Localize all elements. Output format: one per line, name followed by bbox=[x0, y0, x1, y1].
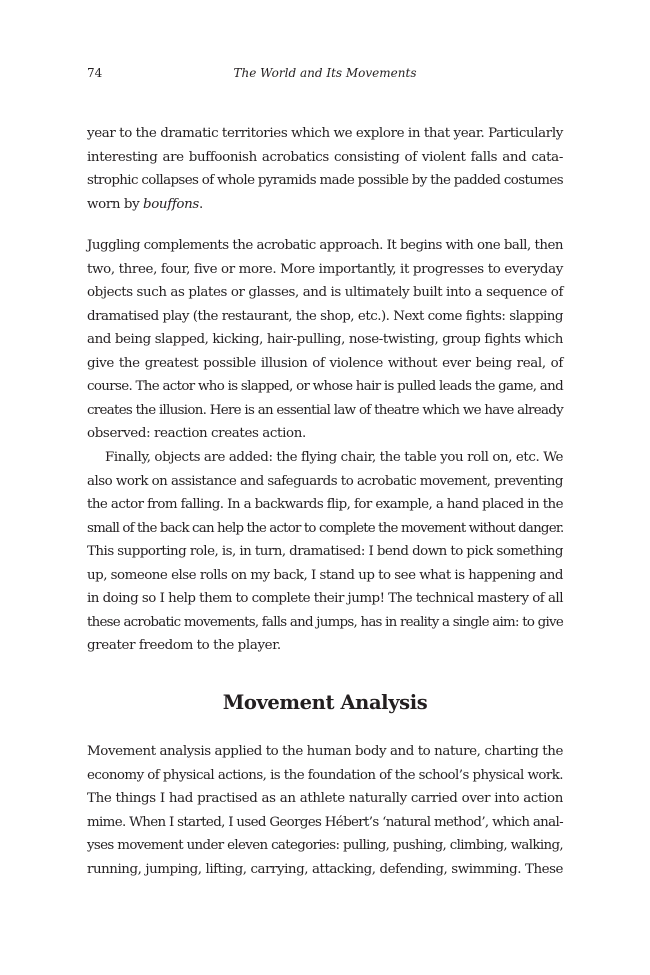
text-line: The things I had practised as an athlete naturally carried over into action bbox=[87, 791, 563, 806]
paragraph-1 bbox=[87, 122, 563, 216]
text-line: dramatised play (the restaurant, the shop, etc.). Next come fights: slapping bbox=[87, 308, 563, 324]
text-line bbox=[87, 193, 563, 217]
text-line: yses movement under eleven categories: pulling, pushing, climbing, walking, bbox=[87, 838, 563, 853]
page-number: 74 bbox=[87, 66, 103, 80]
section-heading: Movement Analysis bbox=[222, 691, 428, 714]
text-line: running, jumping, lifting, carrying, attacking, defending, swimming. These bbox=[87, 861, 563, 877]
text-line: economy of physical actions, is the foundation of the school’s physical work. bbox=[87, 767, 563, 783]
text-fragment: . bbox=[198, 196, 203, 212]
text-line: This supporting role, is, in turn, dramatised: I bend down to pick something bbox=[87, 544, 563, 559]
text-line: creates the illusion. Here is an essential law of theatre which we have already bbox=[87, 402, 563, 418]
text-line: and being slapped, kicking, hair-pulling, nose-twisting, group fights which bbox=[87, 332, 563, 347]
text-line: two, three, four, five or more. More importantly, it progresses to everyday bbox=[87, 261, 563, 277]
text-line: up, someone else rolls on my back, I stand up to see what is happening and bbox=[87, 567, 563, 583]
text-line: course. The actor who is slapped, or whose hair is pulled leads the game, and bbox=[87, 379, 563, 394]
text-line: Finally, objects are added: the flying chair, the table you roll on, etc. We bbox=[105, 450, 563, 465]
text-line: mime. When I started, I used Georges Hébert’s ‘natural method’, which anal- bbox=[87, 814, 563, 830]
section-paragraph bbox=[87, 740, 563, 881]
text-line: greater freedom to the player. bbox=[87, 638, 281, 653]
running-title: The World and Its Movements bbox=[233, 66, 417, 80]
text-line: interesting are buffoonish acrobatics consisting of violent falls and cata- bbox=[87, 149, 563, 165]
text-line: year to the dramatic territories which we explore in that year. Particularly bbox=[87, 126, 564, 141]
text-line: Juggling complements the acrobatic approach. It begins with one ball, then bbox=[87, 238, 563, 253]
text-line: small of the back can help the actor to complete the movement without danger. bbox=[87, 520, 564, 536]
paragraph-3 bbox=[87, 446, 563, 658]
text-line: strophic collapses of whole pyramids made possible by the padded costumes bbox=[87, 173, 563, 188]
text-line: these acrobatic movements, falls and jumps, has in reality a single aim: to give bbox=[87, 614, 563, 630]
text-line: give the greatest possible illusion of violence without ever being real, of bbox=[87, 355, 563, 371]
emphasis-text: bouffons bbox=[143, 196, 199, 212]
text-line: objects such as plates or glasses, and is ultimately built into a sequence of bbox=[87, 285, 563, 300]
text-line: observed: reaction creates action. bbox=[87, 426, 306, 441]
text-line: Movement analysis applied to the human body and to nature, charting the bbox=[87, 744, 563, 759]
text-line: in doing so I help them to complete their jump! The technical mastery of all bbox=[87, 591, 563, 606]
text-fragment: worn by bbox=[87, 196, 143, 212]
text-line: also work on assistance and safeguards to acrobatic movement, preventing bbox=[87, 473, 563, 489]
text-line: the actor from falling. In a backwards flip, for example, a hand placed in the bbox=[87, 497, 563, 512]
running-header bbox=[87, 64, 563, 82]
paragraph-2 bbox=[87, 234, 563, 446]
